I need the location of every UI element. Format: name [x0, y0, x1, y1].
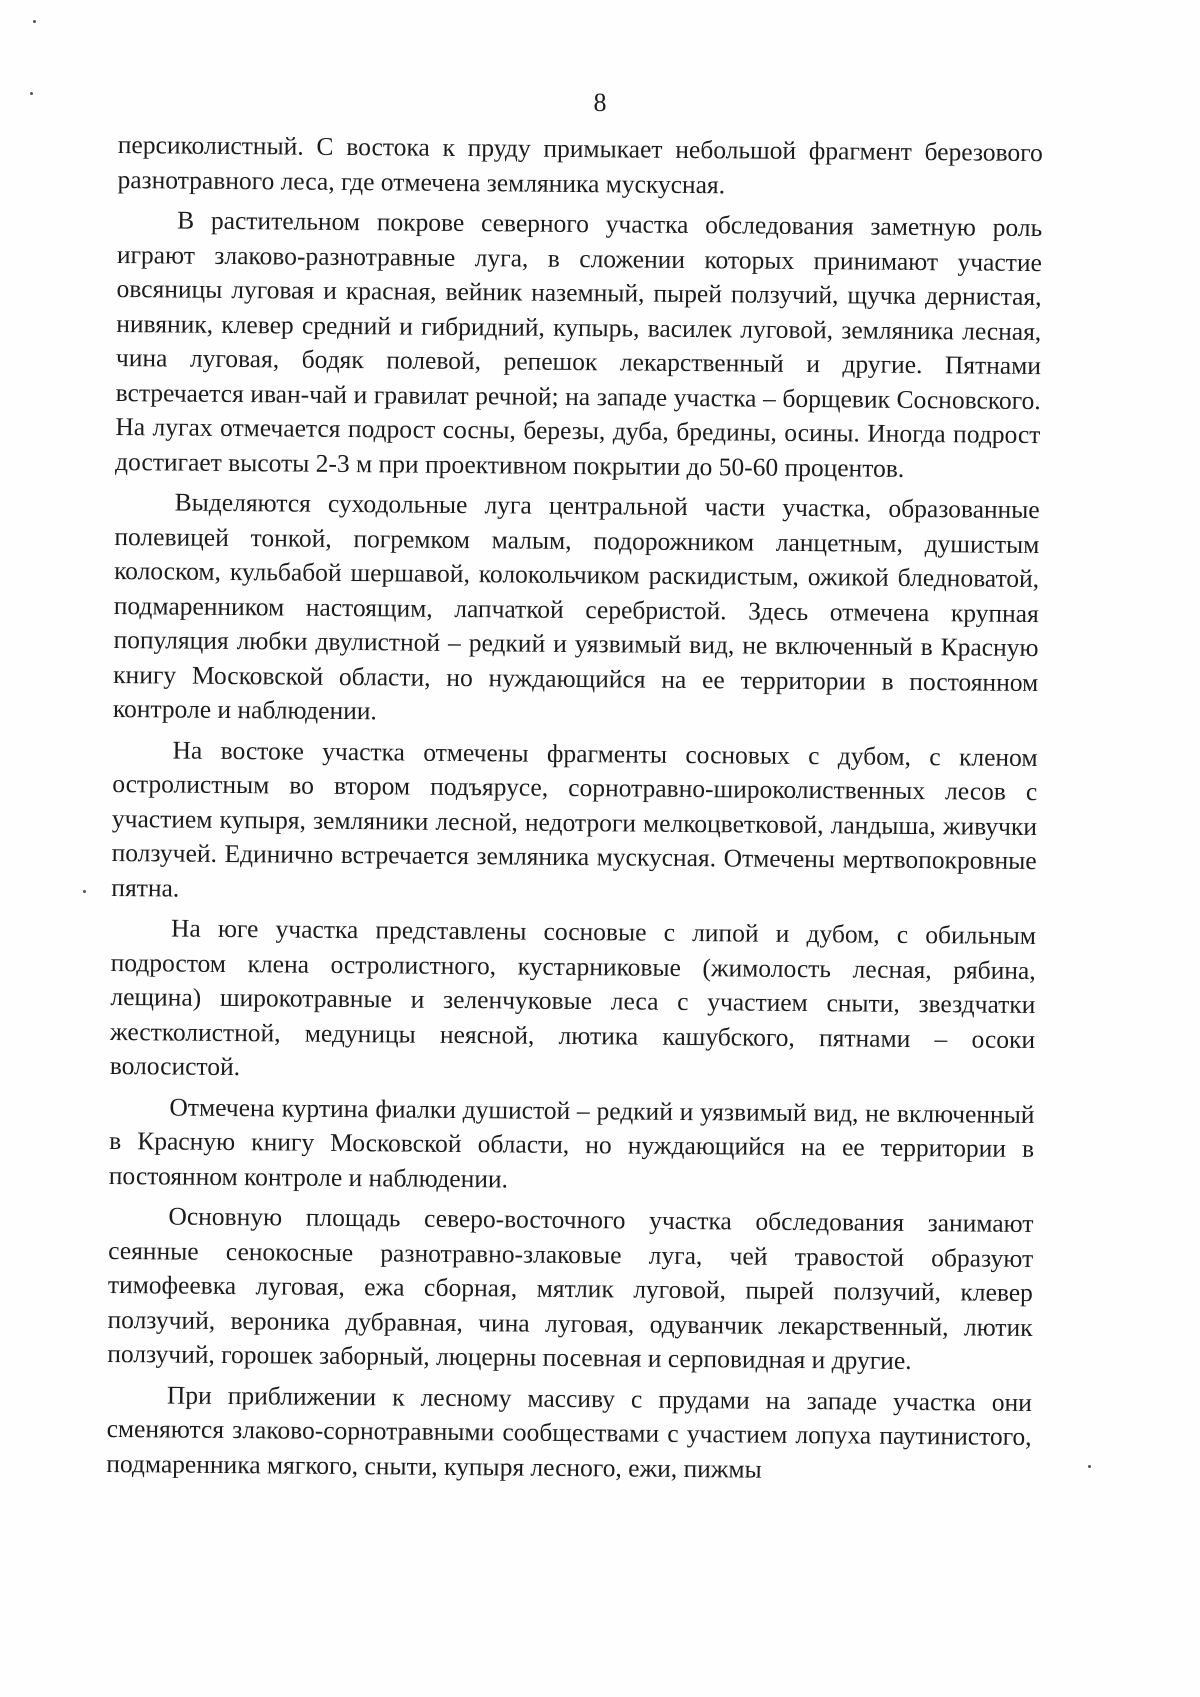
- body-text: [106, 128, 1043, 1495]
- paragraph: Отмечена куртина фиалки душистой – редкий и уязвимый вид, не включенный в Красную книгу Московской области, но нуждающийся на ее территории в постоянном контроле и наблюдении.: [108, 1091, 1035, 1193]
- scan-speck: [83, 890, 86, 893]
- paragraph: В растительном покрове северного участка обследования заметную роль играют злаково-разнотравные луга, в сложении которых принимают участие овсяницы луговая и красная, вейник наземный, пырей ползучий, щучка дернистая, нивяник, клевер средний и гибридний, купырь, василек луговой, земляника лесная, чина луговая, бодяк полевой, репешок лекарственный и другие. Пятнами встречается иван-чай и гравилат речной; на западе участка – борщевик Сосновского. На лугах отмечается подрост сосны, березы, дуба, бредины, осины. Иногда подрост достигает высоты 2-3 м при проективном покрытии до 50-60 процентов.: [114, 205, 1043, 483]
- page-number: 8: [593, 88, 607, 117]
- paragraph: Основную площадь северо-восточного участка обследования занимают сеянные сенокосные разнотравно-злаковые луга, чей травостой образуют тимофеевка луговая, ежа сборная, мятлик луговой, пырей ползучий, клевер ползучий, вероника дубравная, чина луговая, одуванчик лекарственный, лютик ползучий, горошек заборный, люцерны посевная и серповидная и другие.: [107, 1201, 1034, 1375]
- scan-speck: [33, 20, 36, 23]
- paragraph: персиколистный. С востока к пруду примыкает небольшой фрагмент березового разнотравного леса, где отмечена земляника мускусная.: [117, 129, 1043, 199]
- paragraph: Выделяются суходольные луга центральной части участка, образованные полевицей тонкой, погремком малым, подорожником ланцетным, душистым колоском, кульбабой шершавой, колокольчиком раскидистым, ожикой бледноватой, подмаренником настоящим, лапчаткой серебристой. Здесь отмечена крупная популяция любки двулистной – редкий и уязвимый вид, не включенный в Красную книгу Московской области, но нуждающийся на ее территории в постоянном контроле и наблюдении.: [112, 487, 1040, 726]
- scan-speck: [1088, 1465, 1091, 1468]
- paragraph: На востоке участка отмечены фрагменты сосновых с дубом, с кленом остролистным во втором подъярусе, сорнотравно-широколиственных лесов с участием купыря, земляники лесной, недотроги мелкоцветковой, ландыша, живучки ползучей. Единично встречается земляника мускусная. Отмечены мертвопокровные пятна.: [111, 735, 1038, 903]
- paragraph: На юге участка представлены сосновые с липой и дубом, с обильным подростом клена остролистного, кустарниковые (жимолость лесная, рябина, лещина) широкотравные и зеленчуковые леса с участием сныти, звездчатки жестколистной, медуницы неясной, лютика кашубского, пятнами – осоки волосистой.: [109, 913, 1037, 1082]
- paragraph: При приближении к лесному массиву с прудами на западе участка они сменяются злаково-сорнотравными сообществами с участием лопуха паутинистого, подмаренника мягкого, сныти, купыря лесного, ежи, пижмы: [106, 1379, 1033, 1484]
